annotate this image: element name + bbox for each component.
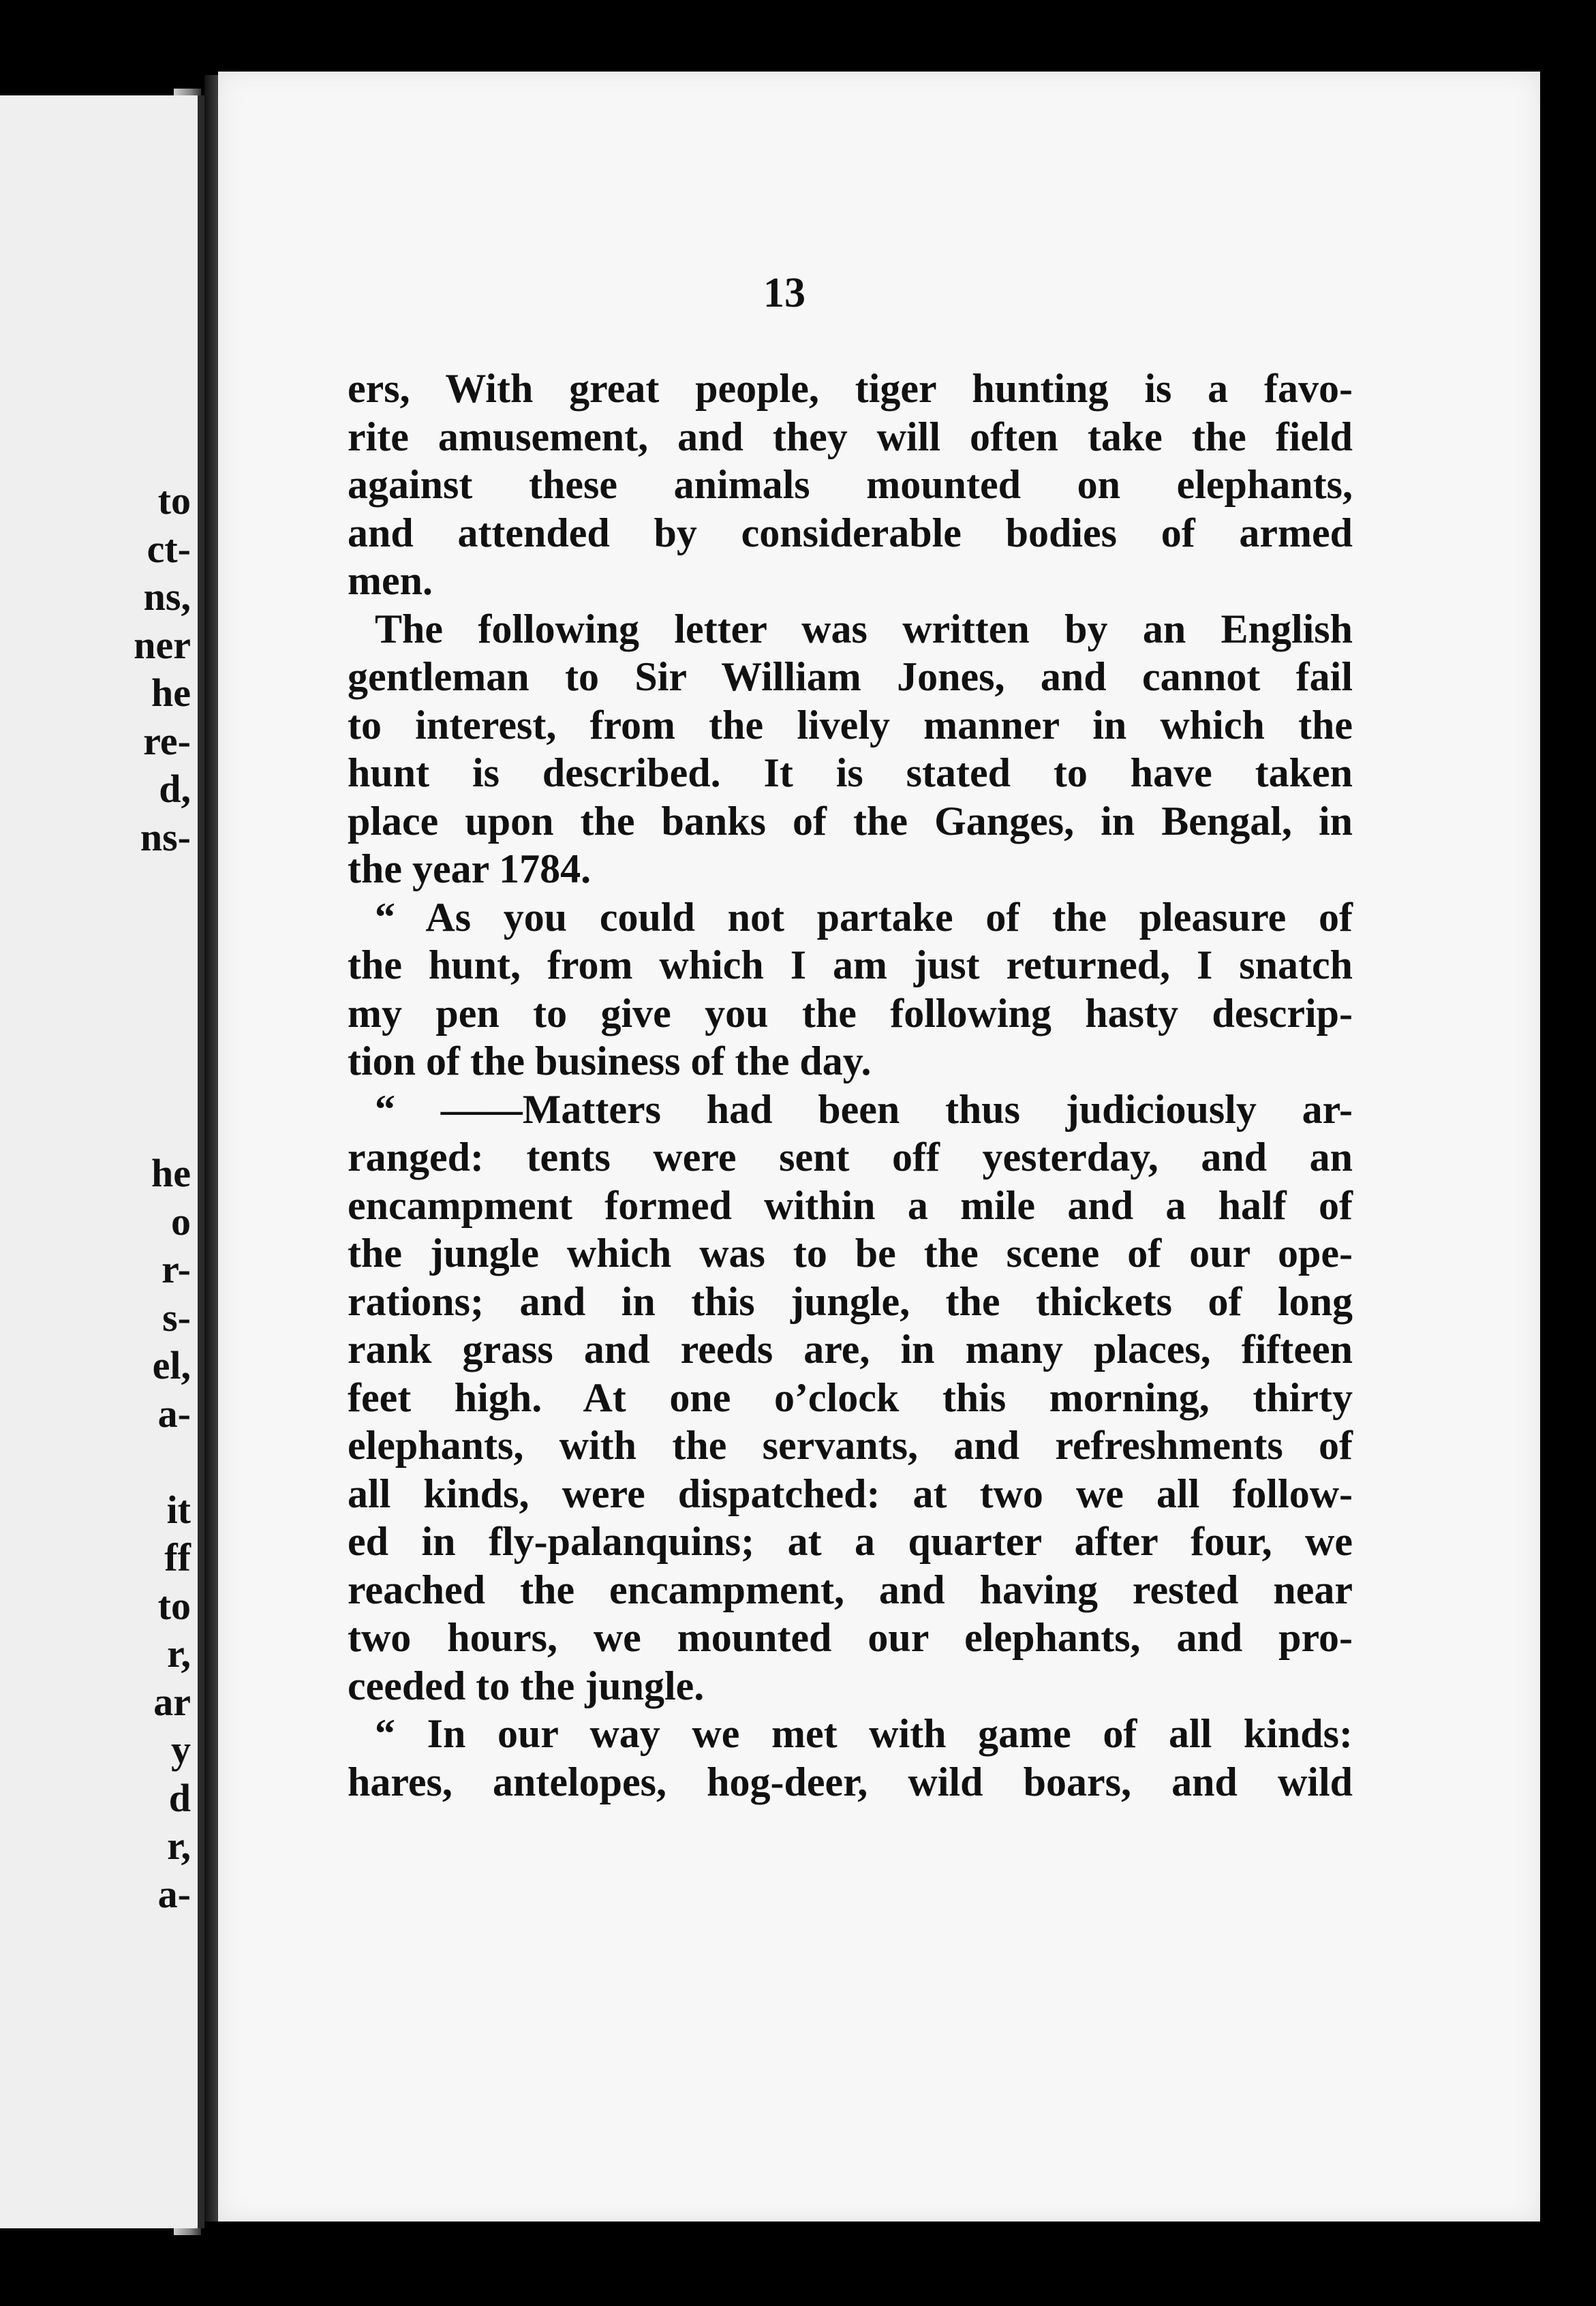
text-line: reached the encampment, and having rested near bbox=[348, 1567, 1353, 1612]
facing-page-fragment: d bbox=[168, 1775, 191, 1820]
facing-page-fragment: r, bbox=[167, 1824, 191, 1868]
text-line: The following letter was written by an English bbox=[375, 606, 1353, 651]
text-line: all kinds, were dispatched: at two we all follow- bbox=[348, 1471, 1353, 1516]
text-line: gentleman to Sir William Jones, and cannot fail bbox=[348, 654, 1353, 699]
facing-page-fragment: to bbox=[157, 478, 191, 523]
facing-page-fragment: r, bbox=[167, 1631, 191, 1676]
text-line: my pen to give you the following hasty descrip- bbox=[348, 990, 1353, 1036]
facing-page-fragment: to bbox=[157, 1583, 191, 1628]
facing-page-fragment: he bbox=[151, 671, 191, 715]
facing-page-fragment: he bbox=[151, 1151, 191, 1195]
facing-page-fragment: ns, bbox=[143, 574, 191, 619]
facing-page-text-fragments bbox=[0, 477, 198, 1918]
text-line: rite amusement, and they will often take the field bbox=[348, 414, 1353, 459]
text-line: the hunt, from which I am just returned, I snatch bbox=[348, 942, 1353, 987]
facing-page-fragment: re- bbox=[143, 718, 191, 763]
text-line: ed in fly-palanquins; at a quarter after four, we bbox=[348, 1519, 1353, 1564]
facing-page-fragment: y bbox=[171, 1727, 191, 1772]
body-text bbox=[348, 365, 1353, 1806]
text-line: “ As you could not partake of the pleasure of bbox=[375, 894, 1353, 940]
text-line: and attended by considerable bodies of armed bbox=[348, 510, 1353, 555]
facing-page-fragment: s- bbox=[162, 1295, 191, 1340]
text-line: elephants, with the servants, and refreshments of bbox=[348, 1423, 1353, 1468]
facing-page-fragment bbox=[0, 957, 191, 1006]
facing-page-fragment: d, bbox=[159, 767, 191, 811]
text-line: the year 1784. bbox=[348, 846, 592, 891]
facing-page-fragment bbox=[0, 1006, 191, 1054]
text-line: rank grass and reeds are, in many places, fifteen bbox=[348, 1327, 1353, 1372]
facing-page-fragment: el, bbox=[152, 1343, 191, 1387]
text-line: tion of the business of the day. bbox=[348, 1039, 872, 1083]
facing-page-fragment bbox=[0, 910, 191, 958]
facing-page-fragment: it bbox=[166, 1487, 191, 1532]
facing-page-fragment: a- bbox=[157, 1391, 191, 1436]
page-number: 13 bbox=[763, 270, 805, 316]
text-line: ers, With great people, tiger hunting is a favo- bbox=[348, 366, 1353, 411]
facing-page-fragment: ct- bbox=[147, 526, 191, 571]
text-line: “ ——Matters had been thus judiciously ar- bbox=[375, 1086, 1353, 1132]
text-line: to interest, from the lively manner in which the bbox=[348, 702, 1353, 748]
text-line: ranged: tents were sent off yesterday, and an bbox=[348, 1135, 1353, 1180]
facing-page-fragment: ar bbox=[153, 1679, 191, 1724]
facing-page-fragment: o bbox=[171, 1199, 191, 1244]
facing-page-fragment: ff bbox=[164, 1535, 191, 1580]
text-line: the jungle which was to be the scene of our ope- bbox=[348, 1231, 1353, 1276]
text-line: rations; and in this jungle, the thickets of long bbox=[348, 1278, 1353, 1324]
facing-page-fragment: ner bbox=[134, 622, 191, 667]
facing-page-fragment bbox=[0, 1054, 191, 1102]
facing-page-fragment: a- bbox=[157, 1871, 191, 1916]
text-line: two hours, we mounted our elephants, and pro- bbox=[348, 1615, 1353, 1660]
facing-page bbox=[0, 95, 204, 2228]
text-line: hares, antelopes, hog-deer, wild boars, and wild bbox=[348, 1759, 1353, 1804]
facing-page-fragment: ns- bbox=[140, 814, 191, 859]
facing-page-fragment bbox=[0, 1438, 191, 1486]
text-line: “ In our way we met with game of all kinds: bbox=[375, 1711, 1353, 1756]
text-line: place upon the banks of the Ganges, in Bengal, in bbox=[348, 798, 1353, 844]
text-line: against these animals mounted on elephants, bbox=[348, 462, 1353, 507]
facing-page-fragment: r- bbox=[162, 1247, 191, 1291]
text-line: encampment formed within a mile and a half of bbox=[348, 1182, 1353, 1228]
text-line: men. bbox=[348, 558, 433, 603]
text-line: feet high. At one o’clock this morning, thirty bbox=[348, 1374, 1353, 1420]
facing-page-fragment bbox=[0, 1102, 191, 1150]
text-line: ceeded to the jungle. bbox=[348, 1663, 705, 1708]
facing-page-fragment bbox=[0, 861, 191, 910]
text-line: hunt is described. It is stated to have taken bbox=[348, 750, 1353, 795]
